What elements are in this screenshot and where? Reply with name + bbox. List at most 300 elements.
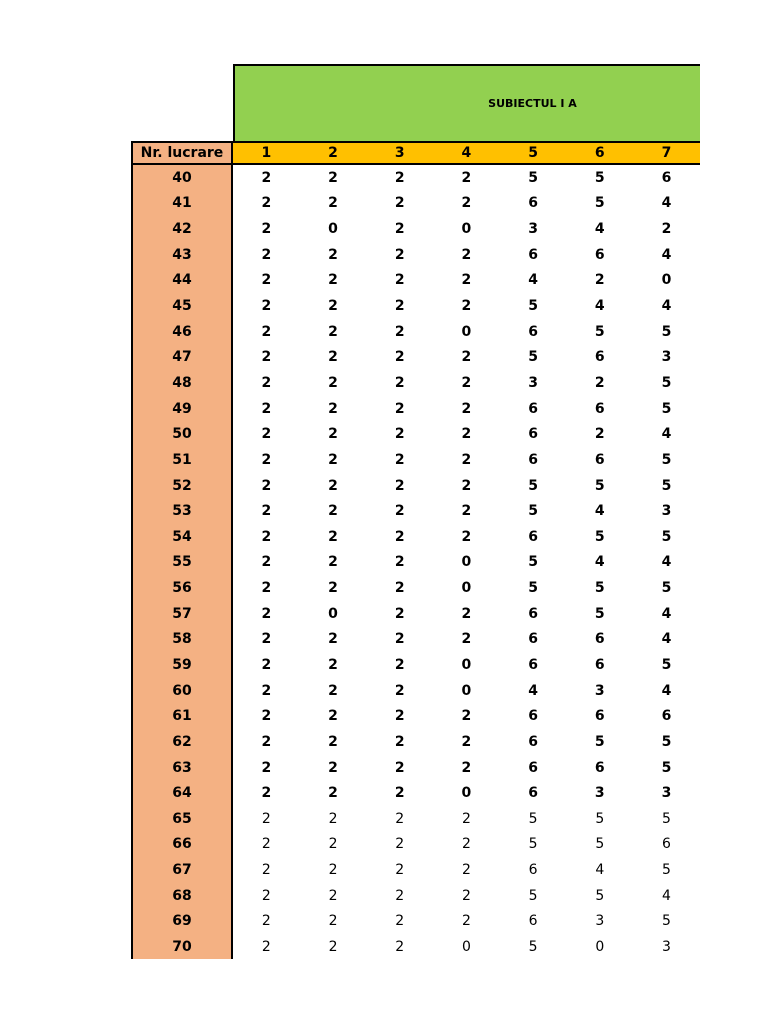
- score-cell[interactable]: 6: [528, 862, 538, 879]
- score-cell[interactable]: 0: [595, 939, 605, 956]
- score-cell[interactable]: 2: [395, 810, 405, 827]
- score-cell[interactable]: 0: [461, 221, 472, 238]
- score-cell[interactable]: 6: [528, 733, 538, 750]
- score-cell[interactable]: 2: [394, 221, 405, 238]
- score-cell[interactable]: 2: [394, 759, 405, 776]
- row-number-cell[interactable]: 59: [172, 656, 192, 673]
- row-number-cell[interactable]: 48: [172, 374, 192, 391]
- score-cell[interactable]: 6: [528, 605, 538, 622]
- score-cell[interactable]: 2: [461, 913, 471, 930]
- row-number-cell[interactable]: 62: [172, 733, 192, 750]
- score-cell[interactable]: 4: [595, 862, 605, 879]
- score-cell[interactable]: 2: [461, 810, 471, 827]
- table-row: [131, 934, 700, 960]
- score-cell[interactable]: 2: [261, 298, 272, 315]
- row-cells: [233, 452, 700, 468]
- row-header-cell[interactable]: [131, 141, 233, 165]
- score-cell[interactable]: 2: [261, 913, 271, 930]
- score-cell[interactable]: 2: [394, 733, 405, 750]
- score-cell[interactable]: 2: [394, 195, 405, 212]
- row-number-cell[interactable]: 46: [172, 323, 192, 340]
- score-cell[interactable]: 2: [394, 605, 405, 622]
- score-cell[interactable]: 2: [328, 785, 338, 802]
- table-row: [131, 857, 700, 883]
- score-cell[interactable]: 2: [261, 682, 272, 699]
- score-cell[interactable]: 4: [661, 554, 672, 571]
- score-cell[interactable]: 6: [528, 451, 538, 468]
- score-cell[interactable]: 2: [328, 862, 338, 879]
- section-title: SUBIECTUL I A: [488, 97, 577, 110]
- score-cell[interactable]: 0: [461, 939, 471, 956]
- score-cell[interactable]: 6: [528, 631, 538, 648]
- score-cell[interactable]: 2: [461, 169, 472, 186]
- score-cell[interactable]: 6: [594, 708, 605, 725]
- score-cell[interactable]: 2: [394, 554, 405, 571]
- score-cell[interactable]: 2: [461, 862, 471, 879]
- score-cell[interactable]: 6: [594, 656, 605, 673]
- score-cell[interactable]: 2: [461, 349, 472, 366]
- row-number-cell[interactable]: 41: [172, 195, 192, 212]
- score-cell[interactable]: 2: [461, 477, 472, 494]
- score-cell[interactable]: 5: [528, 810, 538, 827]
- score-cell[interactable]: 2: [328, 939, 338, 956]
- row-number-cell[interactable]: 65: [172, 810, 192, 827]
- score-cell[interactable]: 5: [594, 477, 605, 494]
- score-cell[interactable]: 2: [261, 580, 272, 597]
- score-cell[interactable]: 5: [662, 862, 671, 879]
- score-cell[interactable]: 2: [328, 631, 338, 648]
- score-cell[interactable]: 4: [594, 554, 605, 571]
- score-cell[interactable]: 2: [395, 913, 405, 930]
- score-cell[interactable]: 2: [328, 298, 338, 315]
- row-number-cell[interactable]: 51: [172, 451, 192, 468]
- score-cell[interactable]: 2: [394, 451, 405, 468]
- row-number-cell[interactable]: 45: [172, 298, 192, 315]
- score-cell[interactable]: 2: [261, 785, 272, 802]
- score-cell[interactable]: 2: [461, 426, 472, 443]
- score-cell[interactable]: 4: [662, 887, 671, 904]
- row-cells: [233, 657, 700, 673]
- score-cell[interactable]: 2: [328, 272, 338, 289]
- score-cell[interactable]: 5: [594, 580, 605, 597]
- score-cell[interactable]: 2: [394, 272, 405, 289]
- score-cell[interactable]: 4: [661, 605, 672, 622]
- table-row: [131, 421, 700, 447]
- row-cells: [233, 631, 700, 647]
- table-row: [131, 652, 700, 678]
- score-cell[interactable]: 2: [394, 785, 405, 802]
- score-cell[interactable]: 2: [394, 708, 405, 725]
- row-cells: [233, 170, 700, 186]
- score-cell[interactable]: 2: [395, 862, 405, 879]
- score-cell[interactable]: 5: [661, 656, 672, 673]
- row-number-cell[interactable]: 70: [172, 939, 192, 956]
- score-cell[interactable]: 2: [461, 451, 472, 468]
- score-cell[interactable]: 2: [328, 528, 338, 545]
- score-cell[interactable]: 5: [595, 836, 605, 853]
- score-cell[interactable]: 2: [261, 528, 272, 545]
- score-cell[interactable]: 2: [328, 374, 338, 391]
- row-number-cell[interactable]: 60: [172, 682, 192, 699]
- score-cell[interactable]: 2: [594, 374, 605, 391]
- row-cells: [233, 760, 700, 776]
- score-cell[interactable]: 3: [661, 785, 672, 802]
- score-cell[interactable]: 6: [594, 400, 605, 417]
- score-cell[interactable]: 4: [594, 298, 605, 315]
- score-cell[interactable]: 2: [461, 246, 472, 263]
- score-cell[interactable]: 5: [528, 298, 538, 315]
- score-cell[interactable]: 2: [394, 682, 405, 699]
- score-cell[interactable]: 5: [661, 477, 672, 494]
- score-cell[interactable]: 3: [528, 221, 538, 238]
- score-cell[interactable]: 2: [394, 503, 405, 520]
- row-number-cell[interactable]: 63: [172, 759, 192, 776]
- score-cell[interactable]: 5: [661, 323, 672, 340]
- score-cell[interactable]: 2: [261, 195, 272, 212]
- score-cell[interactable]: 2: [261, 810, 271, 827]
- score-cell[interactable]: 0: [328, 221, 338, 238]
- score-cell[interactable]: 3: [595, 913, 605, 930]
- score-cell[interactable]: 2: [328, 451, 338, 468]
- score-cell[interactable]: 5: [594, 733, 605, 750]
- score-cell[interactable]: 2: [395, 887, 405, 904]
- score-cell[interactable]: 2: [328, 426, 338, 443]
- table-row: [131, 832, 700, 858]
- score-cell[interactable]: 2: [394, 169, 405, 186]
- row-cells: [233, 862, 700, 878]
- score-cell[interactable]: 6: [528, 323, 538, 340]
- score-cell[interactable]: 0: [461, 682, 472, 699]
- score-cell[interactable]: 0: [461, 656, 472, 673]
- score-cell[interactable]: 0: [328, 605, 338, 622]
- score-cell[interactable]: 2: [461, 887, 471, 904]
- score-cell[interactable]: 2: [328, 246, 338, 263]
- row-number-cell[interactable]: 69: [172, 913, 192, 930]
- score-cell[interactable]: 2: [461, 298, 472, 315]
- score-cell[interactable]: 2: [328, 759, 338, 776]
- score-cell[interactable]: 5: [595, 810, 605, 827]
- score-cell[interactable]: 6: [594, 451, 605, 468]
- score-cell[interactable]: 2: [394, 400, 405, 417]
- score-cell[interactable]: 5: [661, 400, 672, 417]
- column-headers: [233, 141, 700, 165]
- score-cell[interactable]: 2: [394, 246, 405, 263]
- score-cell[interactable]: 2: [395, 939, 405, 956]
- score-cell[interactable]: 5: [661, 451, 672, 468]
- score-cell[interactable]: 2: [328, 682, 338, 699]
- score-cell[interactable]: 2: [261, 272, 272, 289]
- score-cell[interactable]: 6: [528, 708, 538, 725]
- score-cell[interactable]: 2: [261, 426, 272, 443]
- score-cell[interactable]: 2: [461, 528, 472, 545]
- score-cell[interactable]: 2: [261, 656, 272, 673]
- score-cell[interactable]: 5: [595, 887, 605, 904]
- row-number-cell[interactable]: 53: [172, 503, 192, 520]
- score-cell[interactable]: 2: [594, 426, 605, 443]
- score-cell[interactable]: 3: [594, 682, 605, 699]
- score-cell[interactable]: 2: [394, 631, 405, 648]
- score-cell[interactable]: 5: [528, 887, 538, 904]
- score-cell[interactable]: 3: [528, 374, 538, 391]
- column-header-7[interactable]: 7: [661, 145, 672, 161]
- score-cell[interactable]: 5: [528, 169, 538, 186]
- score-cell[interactable]: 6: [594, 246, 605, 263]
- score-cell[interactable]: 2: [261, 836, 271, 853]
- row-number-cell[interactable]: 66: [172, 836, 192, 853]
- score-cell[interactable]: 2: [328, 400, 338, 417]
- row-number-cell[interactable]: 49: [172, 400, 192, 417]
- score-cell[interactable]: 2: [328, 810, 338, 827]
- score-cell[interactable]: 2: [394, 477, 405, 494]
- score-cell[interactable]: 2: [328, 733, 338, 750]
- data-rows: [131, 165, 700, 960]
- score-cell[interactable]: 3: [661, 503, 672, 520]
- row-number-cell[interactable]: 64: [172, 785, 192, 802]
- score-cell[interactable]: 2: [261, 554, 272, 571]
- row-number-cell[interactable]: 55: [172, 554, 192, 571]
- score-cell[interactable]: 5: [528, 554, 538, 571]
- score-cell[interactable]: 2: [261, 631, 272, 648]
- table-row: [131, 396, 700, 422]
- score-cell[interactable]: 2: [328, 554, 338, 571]
- score-cell[interactable]: 4: [661, 631, 672, 648]
- score-cell[interactable]: 6: [594, 349, 605, 366]
- score-cell[interactable]: 5: [528, 349, 538, 366]
- score-cell[interactable]: 5: [594, 195, 605, 212]
- score-cell[interactable]: 2: [461, 195, 472, 212]
- score-cell[interactable]: 2: [461, 708, 472, 725]
- score-cell[interactable]: 6: [528, 913, 538, 930]
- score-cell[interactable]: 2: [395, 836, 405, 853]
- score-cell[interactable]: 2: [394, 349, 405, 366]
- score-cell[interactable]: 4: [661, 195, 672, 212]
- score-cell[interactable]: 2: [261, 862, 271, 879]
- score-cell[interactable]: 4: [661, 246, 672, 263]
- row-number-cell[interactable]: 54: [172, 528, 192, 545]
- column-header-5[interactable]: 5: [528, 145, 538, 161]
- score-cell[interactable]: 4: [594, 503, 605, 520]
- score-cell[interactable]: 0: [461, 580, 472, 597]
- score-cell[interactable]: 0: [461, 785, 472, 802]
- score-cell[interactable]: 2: [461, 836, 471, 853]
- row-header-label: Nr. lucrare: [140, 145, 224, 161]
- score-cell[interactable]: 5: [662, 810, 671, 827]
- score-cell[interactable]: 2: [261, 503, 272, 520]
- row-number-cell[interactable]: 67: [172, 862, 192, 879]
- score-cell[interactable]: 2: [394, 374, 405, 391]
- score-cell[interactable]: 5: [661, 580, 672, 597]
- score-cell[interactable]: 5: [661, 733, 672, 750]
- score-cell[interactable]: 2: [461, 272, 472, 289]
- row-cells: [233, 734, 700, 750]
- score-cell[interactable]: 5: [661, 759, 672, 776]
- score-cell[interactable]: 2: [394, 323, 405, 340]
- row-cells: [233, 195, 700, 211]
- row-number-cell[interactable]: 58: [172, 631, 192, 648]
- row-number-cell[interactable]: 43: [172, 246, 192, 263]
- row-cells: [233, 272, 700, 288]
- score-cell[interactable]: 6: [594, 631, 605, 648]
- score-cell[interactable]: 5: [594, 169, 605, 186]
- score-cell[interactable]: 2: [261, 939, 271, 956]
- row-cells: [233, 503, 700, 519]
- score-cell[interactable]: 2: [261, 733, 272, 750]
- table-row: [131, 473, 700, 499]
- table-row: [131, 780, 700, 806]
- score-cell[interactable]: 3: [661, 349, 672, 366]
- score-cell[interactable]: 5: [528, 939, 538, 956]
- score-cell[interactable]: 5: [661, 528, 672, 545]
- score-cell[interactable]: 5: [661, 374, 672, 391]
- score-cell[interactable]: 0: [461, 323, 472, 340]
- score-cell[interactable]: 2: [261, 221, 272, 238]
- row-number-cell[interactable]: 61: [172, 708, 192, 725]
- score-cell[interactable]: 5: [528, 477, 538, 494]
- score-cell[interactable]: 0: [661, 272, 672, 289]
- score-cell[interactable]: 6: [528, 426, 538, 443]
- score-cell[interactable]: 2: [261, 887, 271, 904]
- score-cell[interactable]: 2: [261, 169, 272, 186]
- score-cell[interactable]: 2: [328, 656, 338, 673]
- row-number-cell[interactable]: 56: [172, 580, 192, 597]
- table-row: [131, 370, 700, 396]
- score-cell[interactable]: 4: [594, 221, 605, 238]
- score-cell[interactable]: 2: [661, 221, 672, 238]
- table-row: [131, 447, 700, 473]
- score-cell[interactable]: 2: [394, 580, 405, 597]
- score-cell[interactable]: 6: [661, 169, 672, 186]
- column-header-1[interactable]: 1: [261, 145, 272, 161]
- score-cell[interactable]: 2: [394, 528, 405, 545]
- score-cell[interactable]: 5: [594, 323, 605, 340]
- score-cell[interactable]: 2: [261, 374, 272, 391]
- score-cell[interactable]: 2: [261, 323, 272, 340]
- score-cell[interactable]: 2: [261, 605, 272, 622]
- column-header-6[interactable]: 6: [594, 145, 605, 161]
- score-cell[interactable]: 4: [528, 682, 538, 699]
- score-cell[interactable]: 2: [461, 605, 472, 622]
- score-cell[interactable]: 2: [461, 400, 472, 417]
- table-row: [131, 909, 700, 935]
- score-cell[interactable]: 2: [328, 323, 338, 340]
- row-cells: [233, 554, 700, 570]
- row-number-cell[interactable]: 52: [172, 477, 192, 494]
- table-row: [131, 883, 700, 909]
- row-number-cell[interactable]: 44: [172, 272, 192, 289]
- row-number-cell[interactable]: 68: [172, 887, 192, 904]
- table-row: [131, 550, 700, 576]
- row-number-cell[interactable]: 47: [172, 349, 192, 366]
- score-cell[interactable]: 2: [261, 477, 272, 494]
- column-header-4[interactable]: 4: [461, 145, 472, 161]
- score-cell[interactable]: 2: [394, 298, 405, 315]
- score-cell[interactable]: 6: [662, 836, 671, 853]
- table-row: [131, 191, 700, 217]
- score-cell[interactable]: 4: [528, 272, 538, 289]
- section-title-cell[interactable]: [233, 64, 700, 141]
- score-cell[interactable]: 6: [528, 528, 538, 545]
- column-header-3[interactable]: 3: [394, 145, 405, 161]
- score-cell[interactable]: 5: [528, 836, 538, 853]
- score-cell[interactable]: 5: [528, 580, 538, 597]
- table-row: [131, 293, 700, 319]
- score-cell[interactable]: 6: [594, 759, 605, 776]
- row-cells: [233, 247, 700, 263]
- table-row: [131, 268, 700, 294]
- row-cells: [233, 401, 700, 417]
- score-cell[interactable]: 2: [328, 503, 338, 520]
- row-cells: [233, 836, 700, 852]
- row-cells: [233, 939, 700, 955]
- score-cell[interactable]: 2: [394, 656, 405, 673]
- score-cell[interactable]: 6: [528, 195, 538, 212]
- score-cell[interactable]: 2: [261, 759, 272, 776]
- score-cell[interactable]: 2: [261, 708, 272, 725]
- row-cells: [233, 375, 700, 391]
- row-number-cell[interactable]: 50: [172, 426, 192, 443]
- score-cell[interactable]: 2: [328, 195, 338, 212]
- row-number-cell[interactable]: 40: [172, 169, 192, 186]
- row-cells: [233, 478, 700, 494]
- table-row: [131, 575, 700, 601]
- score-cell[interactable]: 2: [261, 400, 272, 417]
- score-cell[interactable]: 0: [461, 554, 472, 571]
- score-cell[interactable]: 6: [528, 246, 538, 263]
- column-header-2[interactable]: 2: [328, 145, 338, 161]
- score-cell[interactable]: 6: [528, 785, 538, 802]
- score-cell[interactable]: 2: [594, 272, 605, 289]
- score-cell[interactable]: 2: [261, 349, 272, 366]
- score-cell[interactable]: 2: [328, 580, 338, 597]
- score-cell[interactable]: 2: [461, 503, 472, 520]
- row-number-cell[interactable]: 57: [172, 605, 192, 622]
- score-cell[interactable]: 6: [528, 656, 538, 673]
- score-cell[interactable]: 4: [661, 682, 672, 699]
- score-cell[interactable]: 5: [594, 528, 605, 545]
- score-cell[interactable]: 4: [661, 426, 672, 443]
- score-cell[interactable]: 2: [461, 374, 472, 391]
- score-cell[interactable]: 6: [661, 708, 672, 725]
- table-row: [131, 344, 700, 370]
- score-cell[interactable]: 2: [328, 913, 338, 930]
- score-cell[interactable]: 2: [328, 169, 338, 186]
- row-number-cell[interactable]: 42: [172, 221, 192, 238]
- score-cell[interactable]: 6: [528, 400, 538, 417]
- score-cell[interactable]: 4: [661, 298, 672, 315]
- table-row: [131, 627, 700, 653]
- score-cell[interactable]: 2: [328, 349, 338, 366]
- table-row: [131, 678, 700, 704]
- score-cell[interactable]: 2: [328, 477, 338, 494]
- score-cell[interactable]: 5: [528, 503, 538, 520]
- score-cell[interactable]: 2: [328, 708, 338, 725]
- score-cell[interactable]: 2: [261, 451, 272, 468]
- score-cell[interactable]: 2: [328, 836, 338, 853]
- row-cells: [233, 221, 700, 237]
- table-row: [131, 242, 700, 268]
- score-cell[interactable]: 2: [328, 887, 338, 904]
- score-cell[interactable]: 5: [594, 605, 605, 622]
- score-cell[interactable]: 5: [662, 913, 671, 930]
- score-cell[interactable]: 2: [461, 733, 472, 750]
- score-cell[interactable]: 2: [261, 246, 272, 263]
- score-cell[interactable]: 3: [594, 785, 605, 802]
- score-cell[interactable]: 2: [461, 631, 472, 648]
- score-cell[interactable]: 2: [394, 426, 405, 443]
- score-cell[interactable]: 2: [461, 759, 472, 776]
- score-cell[interactable]: 3: [662, 939, 671, 956]
- score-cell[interactable]: 6: [528, 759, 538, 776]
